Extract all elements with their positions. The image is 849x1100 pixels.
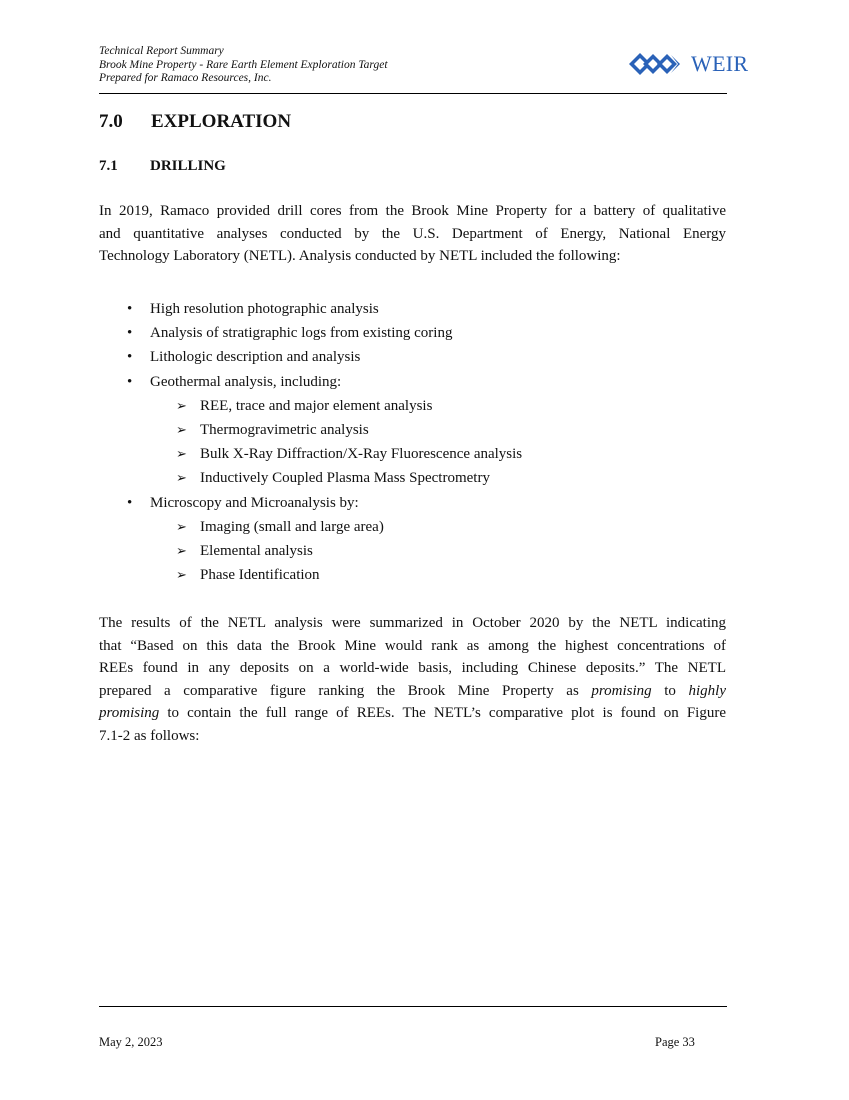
paragraph-line: prepared a comparative figure ranking the Brook Mine Property as promising to highly xyxy=(99,682,726,699)
sub-list-item: ➢ Bulk X-Ray Diffraction/X-Ray Fluorescence analysis xyxy=(99,442,726,466)
emphasis-highly: highly xyxy=(688,682,726,699)
list-item: • Analysis of stratigraphic logs from existing coring xyxy=(99,321,726,345)
paragraph-line: 7.1-2 as follows: xyxy=(99,727,200,744)
bullet-dot-icon: • xyxy=(127,325,133,342)
subsection-title: DRILLING xyxy=(150,158,226,174)
footer-divider xyxy=(99,1006,727,1007)
paragraph-line: and quantitative analyses conducted by the U.S. Department of Energy, National Energy xyxy=(99,225,726,242)
arrow-bullet-icon: ➢ xyxy=(176,470,187,486)
section-title: EXPLORATION xyxy=(151,111,292,132)
arrow-bullet-icon: ➢ xyxy=(176,542,187,558)
header-prepared-for: Prepared for Ramaco Resources, Inc. xyxy=(99,72,272,84)
analysis-list xyxy=(99,297,726,587)
bullet-dot-icon: • xyxy=(127,373,133,390)
list-item: • Microscopy and Microanalysis by: xyxy=(99,491,726,515)
sub-list-item: ➢ Imaging (small and large area) xyxy=(99,515,726,539)
section-number: 7.0 xyxy=(99,111,123,132)
header-property: Brook Mine Property - Rare Earth Element Exploration Target xyxy=(99,58,388,71)
subsection-number: 7.1 xyxy=(99,158,118,174)
results-paragraph xyxy=(99,612,726,747)
emphasis-promising: promising xyxy=(99,705,160,721)
emphasis-promising: promising xyxy=(591,682,652,699)
header-divider xyxy=(99,93,727,94)
bullet-dot-icon: • xyxy=(127,349,133,366)
sub-list-item: ➢ REE, trace and major element analysis xyxy=(99,394,726,418)
list-item: • High resolution photographic analysis xyxy=(99,297,726,321)
logo-text: WEIR xyxy=(691,51,749,76)
list-item: • Lithologic description and analysis xyxy=(99,345,726,369)
paragraph-line: promising to contain the full range of REEs. The NETL’s comparative plot is found on Figure xyxy=(99,705,726,721)
intro-paragraph xyxy=(99,200,726,268)
arrow-bullet-icon: ➢ xyxy=(176,446,187,462)
paragraph-line: that “Based on this data the Brook Mine would rank as among the highest concentrations of xyxy=(99,637,726,654)
sub-list-item: ➢ Elemental analysis xyxy=(99,539,726,563)
section-heading xyxy=(99,111,291,133)
page-number: Page 33 xyxy=(655,1035,695,1049)
sub-list-item: ➢ Inductively Coupled Plasma Mass Spectrometry xyxy=(99,466,726,490)
arrow-bullet-icon: ➢ xyxy=(176,421,187,437)
arrow-bullet-icon: ➢ xyxy=(176,397,187,413)
paragraph-line: REEs found in any deposits on a world-wide basis, including Chinese deposits.” The NETL xyxy=(99,660,726,676)
running-header xyxy=(99,45,388,86)
weir-chevrons-icon xyxy=(627,51,689,77)
sub-list-item: ➢ Phase Identification xyxy=(99,563,726,587)
paragraph-line: Technology Laboratory (NETL). Analysis conducted by NETL included the following: xyxy=(99,248,621,264)
arrow-bullet-icon: ➢ xyxy=(176,567,187,583)
subsection-heading xyxy=(99,158,226,175)
weir-logo xyxy=(627,51,748,77)
list-item: • Geothermal analysis, including: xyxy=(99,370,726,394)
header-report-type: Technical Report Summary xyxy=(99,45,224,57)
paragraph-line: In 2019, Ramaco provided drill cores from the Brook Mine Property for a battery of qualitative xyxy=(99,203,726,219)
arrow-bullet-icon: ➢ xyxy=(176,518,187,534)
paragraph-line: The results of the NETL analysis were summarized in October 2020 by the NETL indicating xyxy=(99,615,726,631)
bullet-dot-icon: • xyxy=(127,301,133,317)
bullet-dot-icon: • xyxy=(127,494,133,511)
sub-list-item: ➢ Thermogravimetric analysis xyxy=(99,418,726,442)
footer-date: May 2, 2023 xyxy=(99,1035,163,1049)
